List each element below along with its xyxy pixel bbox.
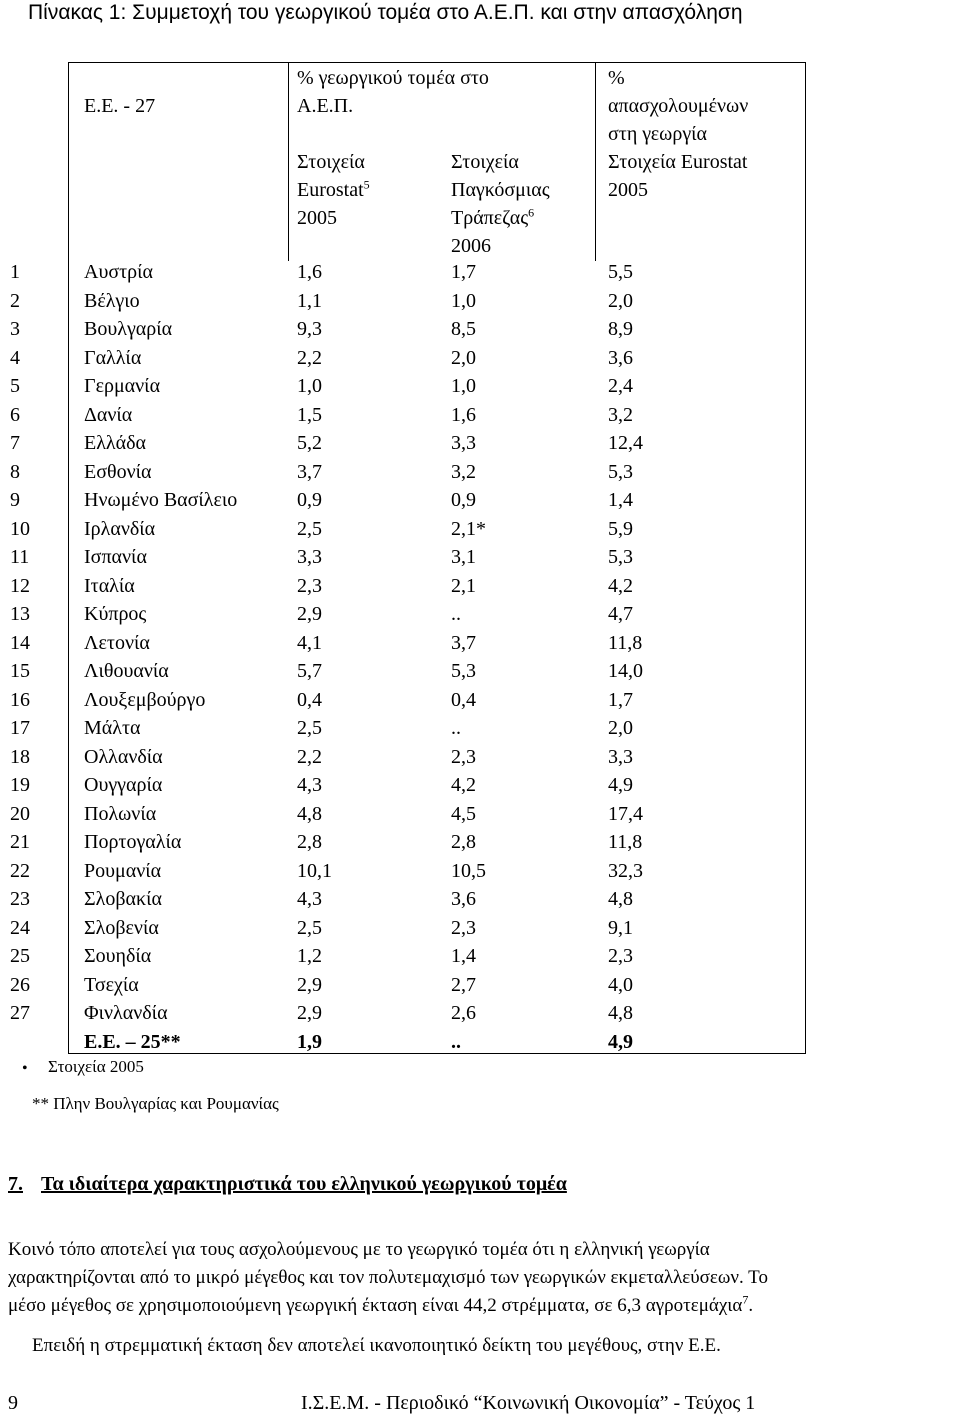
- employment-value: 4,9: [608, 774, 633, 796]
- worldbank-gdp-value: 4,5: [451, 802, 476, 825]
- employment-value: 2,0: [608, 717, 633, 739]
- row-number: 8: [10, 460, 20, 483]
- country-name: Βουλγαρία: [84, 318, 173, 340]
- worldbank-gdp-value: 2,7: [451, 973, 476, 996]
- table-row: [0, 857, 960, 885]
- header-divider: [595, 63, 596, 261]
- eurostat-gdp-value: 2,9: [297, 1002, 322, 1024]
- total-worldbank-gdp: ..: [451, 1031, 461, 1053]
- total-label: Ε.Ε. – 25**: [84, 1031, 181, 1053]
- header-eurostat-employment: Στοιχεία Eurostat: [608, 151, 748, 173]
- note-bullet: •: [22, 1060, 28, 1077]
- row-number: 18: [10, 745, 30, 768]
- employment-value: 12,4: [608, 432, 643, 454]
- eurostat-gdp-value: 4,8: [297, 802, 322, 825]
- country-name: Αυστρία: [84, 261, 154, 283]
- eurostat-gdp-value: 5,2: [297, 432, 322, 454]
- country-name: Ελλάδα: [84, 432, 146, 454]
- country-name: Λιθουανία: [84, 660, 169, 682]
- row-number: 20: [10, 802, 30, 825]
- paragraph-line: μέσο μέγεθος σε χρησιμοποιούμενη γεωργική έκταση είναι 44,2 στρέμματα, σε 6,3 αγροτεμάχια$^7$.: [8, 1292, 754, 1316]
- worldbank-gdp-value: 2,1: [451, 574, 476, 597]
- row-number: 25: [10, 945, 30, 967]
- eurostat-gdp-value: 1,1: [297, 289, 322, 312]
- eurostat-gdp-value: 4,1: [297, 631, 322, 654]
- page-title: Πίνακας 1: Συμμετοχή του γεωργικού τομέα στο Α.Ε.Π. και στην απασχόληση: [28, 1, 743, 24]
- table-row: [0, 572, 960, 600]
- header-emp-group: απασχολουμένων: [608, 95, 749, 117]
- eurostat-gdp-value: 9,3: [297, 318, 322, 340]
- country-name: Φινλανδία: [84, 1002, 168, 1024]
- employment-value: 2,0: [608, 289, 633, 312]
- eurostat-gdp-value: 1,5: [297, 403, 322, 426]
- table-row: [0, 515, 960, 543]
- worldbank-gdp-value: 1,7: [451, 261, 476, 283]
- row-number: 26: [10, 973, 30, 996]
- country-name: Πορτογαλία: [84, 831, 182, 853]
- eurostat-gdp-value: 2,2: [297, 745, 322, 768]
- row-number: 13: [10, 603, 30, 625]
- row-number: 16: [10, 688, 30, 711]
- row-number: 7: [10, 432, 20, 454]
- row-number: 23: [10, 888, 30, 910]
- eurostat-gdp-value: 2,8: [297, 831, 322, 853]
- country-name: Γερμανία: [84, 375, 161, 397]
- row-number: 27: [10, 1002, 30, 1024]
- eurostat-gdp-value: 2,9: [297, 973, 322, 996]
- header-emp-group: στη γεωργία: [608, 123, 708, 145]
- row-number: 19: [10, 774, 30, 796]
- row-number: 12: [10, 574, 30, 597]
- row-number: 9: [10, 489, 20, 511]
- country-name: Σουηδία: [84, 945, 152, 967]
- table-row: [0, 686, 960, 714]
- worldbank-gdp-value: 2,0: [451, 346, 476, 369]
- worldbank-gdp-value: 2,3: [451, 916, 476, 939]
- employment-value: 4,8: [608, 888, 633, 910]
- total-employment: 4,9: [608, 1031, 633, 1053]
- eurostat-gdp-value: 2,5: [297, 717, 322, 739]
- country-name: Πολωνία: [84, 802, 157, 825]
- total-eurostat-gdp: 1,9: [297, 1031, 322, 1053]
- table-row: [0, 315, 960, 343]
- employment-value: 4,8: [608, 1002, 633, 1024]
- employment-value: 1,4: [608, 489, 633, 511]
- row-number: 10: [10, 517, 30, 540]
- employment-value: 4,0: [608, 973, 633, 996]
- worldbank-gdp-value: 0,4: [451, 688, 476, 711]
- row-number: 4: [10, 346, 20, 369]
- eurostat-gdp-value: 3,7: [297, 460, 322, 483]
- eurostat-gdp-value: 4,3: [297, 888, 322, 910]
- worldbank-gdp-value: 2,8: [451, 831, 476, 853]
- table-row: [0, 999, 960, 1027]
- table-row: [0, 743, 960, 771]
- employment-value: 1,7: [608, 688, 633, 711]
- worldbank-gdp-value: 3,6: [451, 888, 476, 910]
- eurostat-gdp-value: 2,5: [297, 916, 322, 939]
- note-excluding: ** Πλην Βουλγαρίας και Ρουμανίας: [32, 1094, 279, 1113]
- country-name: Ρουμανία: [84, 859, 162, 882]
- section-heading: [8, 1170, 567, 1198]
- footer-text: Ι.Σ.Ε.Μ. - Περιοδικό “Κοινωνική Οικονομία” - Τεύχος 1: [301, 1392, 756, 1414]
- note-year: Στοιχεία 2005: [48, 1057, 144, 1076]
- employment-value: 11,8: [608, 831, 643, 853]
- country-name: Ιρλανδία: [84, 517, 156, 540]
- row-number: 17: [10, 717, 30, 739]
- worldbank-gdp-value: 3,7: [451, 631, 476, 654]
- employment-value: 8,9: [608, 318, 633, 340]
- eurostat-gdp-value: 4,3: [297, 774, 322, 796]
- table-row: [0, 771, 960, 799]
- header-region: Ε.Ε. - 27: [84, 95, 156, 117]
- header-eurostat-employment: 2005: [608, 179, 648, 201]
- table-row: [0, 885, 960, 913]
- table-row: [0, 971, 960, 999]
- worldbank-gdp-value: 2,6: [451, 1002, 476, 1024]
- section-number: 7.: [8, 1173, 23, 1195]
- worldbank-gdp-value: ..: [451, 717, 461, 739]
- row-number: 24: [10, 916, 30, 939]
- table-row: [0, 344, 960, 372]
- country-name: Ιταλία: [84, 574, 135, 597]
- table-row: [0, 258, 960, 286]
- country-name: Μάλτα: [84, 717, 141, 739]
- employment-value: 32,3: [608, 859, 643, 882]
- worldbank-gdp-value: 2,3: [451, 745, 476, 768]
- country-name: Γαλλία: [84, 346, 142, 369]
- country-name: Τσεχία: [84, 973, 139, 996]
- header-gdp-group: Α.Ε.Π.: [297, 95, 354, 117]
- employment-value: 9,1: [608, 916, 633, 939]
- worldbank-gdp-value: ..: [451, 603, 461, 625]
- eurostat-gdp-value: 5,7: [297, 660, 322, 682]
- header-worldbank-gdp: Στοιχεία: [451, 151, 519, 173]
- row-number: 5: [10, 375, 20, 397]
- employment-value: 17,4: [608, 802, 643, 825]
- table-row: [0, 458, 960, 486]
- row-number: 11: [10, 546, 30, 568]
- row-number: 6: [10, 403, 20, 426]
- eurostat-gdp-value: 3,3: [297, 546, 322, 568]
- table-row: [0, 914, 960, 942]
- employment-value: 3,6: [608, 346, 633, 369]
- country-name: Σλοβενία: [84, 916, 159, 939]
- employment-value: 2,3: [608, 945, 633, 967]
- country-name: Λετονία: [84, 631, 150, 654]
- worldbank-gdp-value: 1,6: [451, 403, 476, 426]
- table-row: [0, 657, 960, 685]
- worldbank-gdp-value: 4,2: [451, 774, 476, 796]
- country-name: Ισπανία: [84, 546, 147, 568]
- eurostat-gdp-value: 1,2: [297, 945, 322, 967]
- header-gdp-group: % γεωργικού τομέα στο: [297, 67, 489, 89]
- header-worldbank-gdp: Παγκόσμιας: [451, 179, 550, 201]
- employment-value: 11,8: [608, 631, 643, 654]
- eurostat-gdp-value: 10,1: [297, 859, 332, 882]
- country-name: Σλοβακία: [84, 888, 162, 910]
- row-number: 2: [10, 289, 20, 312]
- table-row: [0, 401, 960, 429]
- table-row: [0, 543, 960, 571]
- table-row: [0, 429, 960, 457]
- country-name: Ουγγαρία: [84, 774, 163, 796]
- worldbank-gdp-value: 3,2: [451, 460, 476, 483]
- table-total-row: [0, 1028, 960, 1056]
- header-eurostat-gdp: Eurostat$^5$: [297, 177, 370, 201]
- employment-value: 5,3: [608, 460, 633, 483]
- eurostat-gdp-value: 2,2: [297, 346, 322, 369]
- country-name: Ολλανδία: [84, 745, 163, 768]
- section-title: Τα ιδιαίτερα χαρακτηριστικά του ελληνικού γεωργικού τομέα: [41, 1173, 567, 1195]
- employment-value: 4,2: [608, 574, 633, 597]
- eurostat-gdp-value: 2,9: [297, 603, 322, 625]
- page-number: 9: [8, 1392, 18, 1414]
- country-name: Κύπρος: [84, 603, 147, 625]
- employment-value: 5,9: [608, 517, 633, 540]
- table-row: [0, 828, 960, 856]
- header-eurostat-gdp: Στοιχεία: [297, 151, 365, 173]
- employment-value: 3,3: [608, 745, 633, 768]
- table-row: [0, 372, 960, 400]
- eurostat-gdp-value: 1,0: [297, 375, 322, 397]
- worldbank-gdp-value: 0,9: [451, 489, 476, 511]
- country-name: Βέλγιο: [84, 289, 140, 312]
- header-worldbank-gdp: Τράπεζας$^6$: [451, 205, 535, 229]
- employment-value: 4,7: [608, 603, 633, 625]
- country-name: Εσθονία: [84, 460, 152, 483]
- employment-value: 14,0: [608, 660, 643, 682]
- worldbank-gdp-value: 1,4: [451, 945, 476, 967]
- worldbank-gdp-value: 3,3: [451, 432, 476, 454]
- row-number: 3: [10, 318, 20, 340]
- worldbank-gdp-value: 1,0: [451, 289, 476, 312]
- worldbank-gdp-value: 2,1*: [451, 517, 486, 540]
- row-number: 21: [10, 831, 30, 853]
- eurostat-gdp-value: 2,5: [297, 517, 322, 540]
- worldbank-gdp-value: 8,5: [451, 318, 476, 340]
- country-name: Λουξεμβούργο: [84, 688, 206, 711]
- worldbank-gdp-value: 10,5: [451, 859, 486, 882]
- row-number: 15: [10, 660, 30, 682]
- employment-value: 5,5: [608, 261, 633, 283]
- header-worldbank-gdp: 2006: [451, 235, 491, 257]
- worldbank-gdp-value: 5,3: [451, 660, 476, 682]
- table-row: [0, 629, 960, 657]
- worldbank-gdp-value: 3,1: [451, 546, 476, 568]
- table-row: [0, 942, 960, 970]
- employment-value: 2,4: [608, 375, 633, 397]
- country-name: Δανία: [84, 403, 133, 426]
- paragraph-line: Επειδή η στρεμματική έκταση δεν αποτελεί ικανοποιητικό δείκτη του μεγέθους, στην Ε.Ε.: [32, 1335, 721, 1356]
- table-row: [0, 600, 960, 628]
- eurostat-gdp-value: 1,6: [297, 261, 322, 283]
- country-name: Ηνωμένο Βασίλειο: [84, 489, 238, 511]
- table-row: [0, 800, 960, 828]
- paragraph-line: χαρακτηρίζονται από το μικρό μέγεθος και τον πολυτεμαχισμό των γεωργικών εκμεταλλεύσεων. Το: [8, 1267, 768, 1288]
- row-number: 22: [10, 859, 30, 882]
- header-eurostat-gdp: 2005: [297, 207, 337, 229]
- table-row: [0, 287, 960, 315]
- employment-value: 5,3: [608, 546, 633, 568]
- row-number: 14: [10, 631, 30, 654]
- header-divider: [288, 63, 289, 261]
- eurostat-gdp-value: 0,9: [297, 489, 322, 511]
- header-emp-group: %: [608, 67, 625, 89]
- table-row: [0, 486, 960, 514]
- row-number: 1: [10, 261, 20, 283]
- table-row: [0, 714, 960, 742]
- paragraph-line: Κοινό τόπο αποτελεί για τους ασχολούμενους με το γεωργικό τομέα ότι η ελληνική γεωργία: [8, 1239, 710, 1260]
- eurostat-gdp-value: 2,3: [297, 574, 322, 597]
- worldbank-gdp-value: 1,0: [451, 375, 476, 397]
- employment-value: 3,2: [608, 403, 633, 426]
- eurostat-gdp-value: 0,4: [297, 688, 322, 711]
